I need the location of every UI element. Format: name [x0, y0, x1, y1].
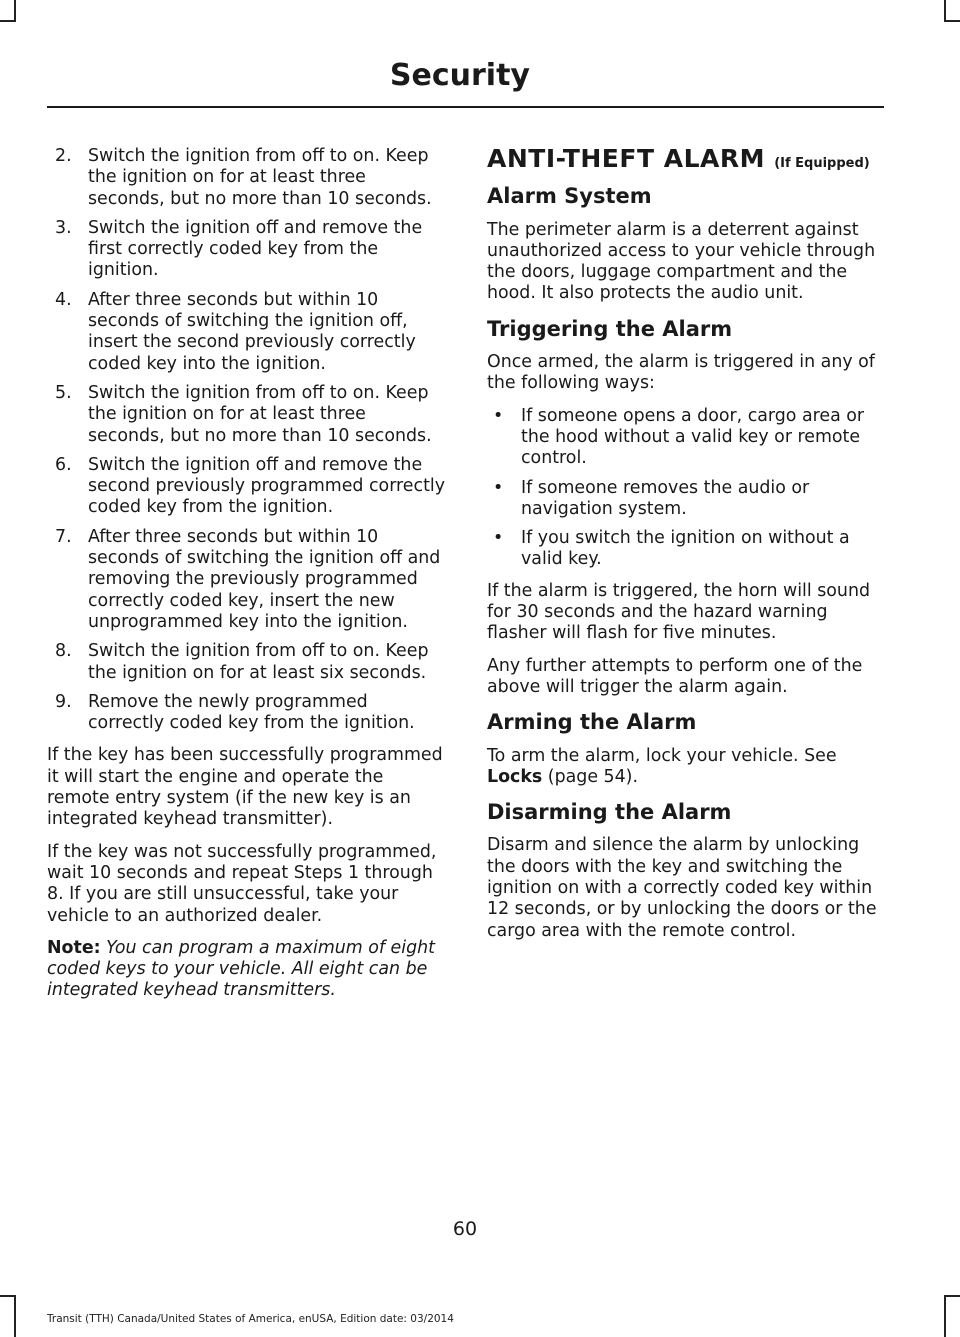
crop-mark — [14, 0, 16, 20]
bullet-text: If someone removes the audio or navigation system. — [521, 477, 810, 519]
step-text: Switch the ignition off and remove the first correctly coded key from the ignition. — [88, 217, 423, 281]
list-item — [487, 478, 880, 521]
step-number: 7. — [55, 526, 72, 547]
section-heading-text: ANTI-THEFT ALARM — [487, 144, 765, 173]
triggering-intro: Once armed, the alarm is triggered in any of the following ways: — [487, 352, 875, 394]
crop-mark — [0, 20, 16, 22]
success-paragraph: If the key has been successfully programmed it will start the engine and operate the remote entry system (if the new key is an integrated keyhead transmitter). — [47, 745, 443, 830]
list-item — [47, 692, 447, 735]
crop-mark — [944, 1295, 946, 1337]
step-number: 9. — [55, 691, 72, 712]
crop-mark — [944, 20, 960, 22]
left-column — [47, 146, 447, 1013]
bullet-text: If someone opens a door, cargo area or the hood without a valid key or remote control. — [521, 405, 865, 469]
step-text: Switch the ignition off and remove the second previously programmed correctly coded key from the ignition. — [88, 454, 446, 518]
list-item — [47, 218, 447, 282]
step-text: Switch the ignition from off to on. Keep the ignition on for at least three seconds, but no more than 10 seconds. — [88, 146, 432, 209]
crop-mark — [944, 1295, 960, 1297]
page-number: 60 — [452, 1218, 478, 1240]
page-title: Security — [389, 58, 530, 93]
programming-steps-list — [47, 146, 447, 734]
arming-page-ref: (page 54). — [547, 766, 638, 787]
bullet-icon: • — [493, 528, 504, 549]
further-attempts-paragraph: Any further attempts to perform one of the above will trigger the alarm again. — [487, 655, 863, 697]
locks-link[interactable]: Locks — [487, 766, 543, 787]
step-number: 6. — [55, 454, 72, 475]
list-item — [487, 406, 880, 470]
trigger-conditions-list — [487, 406, 880, 571]
step-text: Switch the ignition from off to on. Keep the ignition on for at least six seconds. — [88, 641, 429, 683]
step-number: 8. — [55, 641, 72, 662]
note-paragraph — [47, 938, 447, 1002]
triggered-paragraph: If the alarm is triggered, the horn will sound for 30 seconds and the hazard warning flasher will flash for five minutes. — [487, 580, 871, 644]
step-text: Switch the ignition from off to on. Keep the ignition on for at least three seconds, but no more than 10 seconds. — [88, 382, 432, 446]
alarm-system-heading: Alarm System — [487, 184, 652, 209]
arming-text: To arm the alarm, lock your vehicle. See — [487, 745, 837, 766]
step-text: After three seconds but within 10 seconds of switching the ignition off and removing the previously programmed correctly coded key, insert the new unprogrammed key into the ignition. — [88, 526, 441, 632]
list-item — [47, 290, 447, 375]
bullet-icon: • — [493, 405, 504, 426]
list-item — [47, 383, 447, 447]
arming-heading: Arming the Alarm — [487, 710, 697, 735]
arming-paragraph — [487, 746, 880, 789]
crop-mark — [944, 0, 946, 20]
disarming-heading: Disarming the Alarm — [487, 800, 732, 825]
list-item — [47, 146, 447, 210]
disarming-paragraph: Disarm and silence the alarm by unlocking the doors with the key and switching the ignition on with a correctly coded key within 12 seconds, or by unlocking the doors or the cargo area with the remote control. — [487, 835, 877, 941]
list-item — [47, 455, 447, 519]
footer-edition: Transit (TTH) Canada/United States of America, enUSA, Edition date: 03/2014 — [47, 1313, 454, 1325]
note-text: You can program a maximum of eight coded keys to your vehicle. All eight can be integrated keyhead transmitters. — [47, 937, 435, 1001]
header-divider — [47, 106, 884, 108]
step-number: 2. — [55, 146, 72, 166]
step-number: 5. — [55, 382, 72, 403]
note-label: Note: — [47, 937, 101, 958]
equipped-label: (If Equipped) — [774, 156, 870, 171]
list-item — [47, 527, 447, 633]
step-text: Remove the newly programmed correctly coded key from the ignition. — [88, 691, 415, 734]
section-heading — [487, 144, 880, 174]
crop-mark — [14, 1295, 16, 1337]
step-number: 3. — [55, 217, 72, 238]
crop-mark — [0, 1295, 16, 1297]
step-number: 4. — [55, 289, 72, 310]
triggering-heading: Triggering the Alarm — [487, 316, 733, 341]
list-item — [487, 528, 880, 571]
step-text: After three seconds but within 10 seconds of switching the ignition off, insert the second previously correctly coded key into the ignition. — [88, 289, 416, 374]
bullet-icon: • — [493, 477, 504, 498]
alarm-system-paragraph: The perimeter alarm is a deterrent against unauthorized access to your vehicle through the doors, luggage compartment and the hood. It also protects the audio unit. — [487, 219, 876, 304]
right-column — [487, 146, 880, 953]
bullet-text: If you switch the ignition on without a valid key. — [521, 528, 850, 570]
failure-paragraph: If the key was not successfully programmed, wait 10 seconds and repeat Steps 1 through 8. If you are still unsuccessful, take your vehicle to an authorized dealer. — [47, 841, 437, 926]
list-item — [47, 641, 447, 684]
